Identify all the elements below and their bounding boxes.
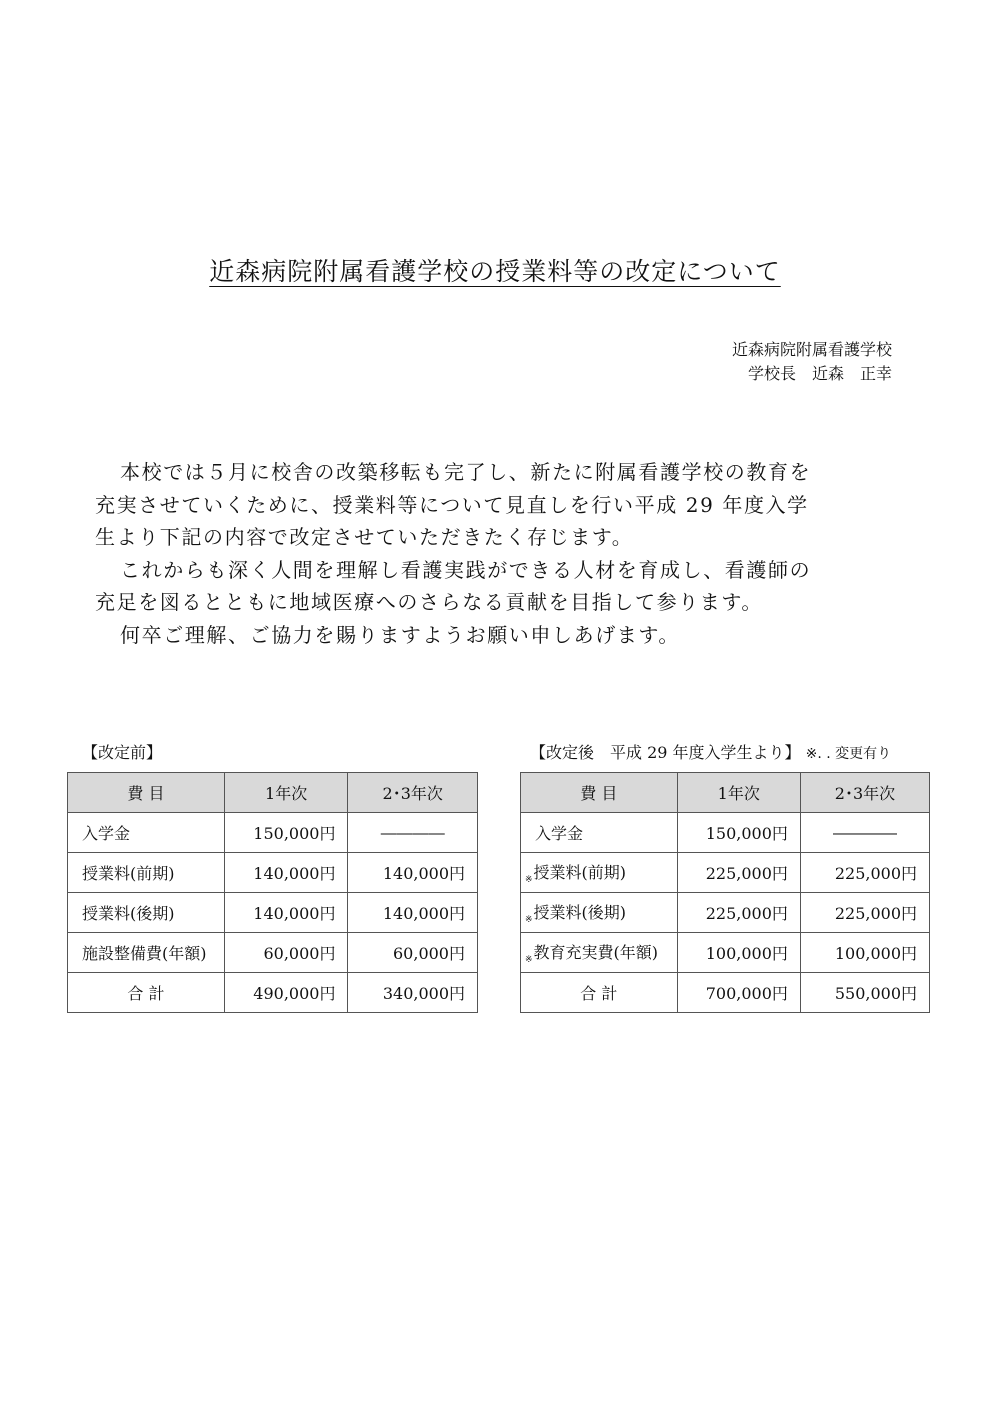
body-paragraph-2 [95, 554, 895, 619]
table-row [521, 893, 930, 933]
header-year1: 1年次 [677, 773, 800, 813]
row-year23: 140,000円 [348, 853, 478, 893]
row-year1: 140,000円 [224, 893, 348, 933]
fee-table-before [67, 772, 478, 1013]
body-line: これからも深く人間を理解し看護実践ができる人材を育成し、看護師の [120, 557, 812, 582]
row-item-cell [521, 933, 678, 973]
table-total-row [521, 973, 930, 1013]
row-year1: 150,000円 [224, 813, 348, 853]
body-line: 生より下記の内容で改定させていただきたく存じます。 [95, 525, 634, 549]
row-year1: 225,000円 [677, 853, 800, 893]
row-year23: 60,000円 [348, 933, 478, 973]
row-year1: 140,000円 [224, 853, 348, 893]
school-name: 近森病院附属看護学校 [731, 340, 892, 359]
table-header-row [521, 773, 930, 813]
after-table-caption-wrap [530, 740, 891, 763]
header-year1: 1年次 [224, 773, 348, 813]
row-item: 授業料(前期) [533, 863, 627, 882]
row-year23: ―――― [800, 813, 929, 853]
row-item-cell [521, 853, 678, 893]
row-year23: ―――― [348, 813, 478, 853]
body-line: 何卒ご理解、ご協力を賜りますようお願い申しあげます。 [120, 622, 680, 647]
table-header-row [68, 773, 478, 813]
row-year1: 60,000円 [224, 933, 348, 973]
table-row [68, 933, 478, 973]
body-paragraph-1 [95, 456, 895, 554]
row-year23: 225,000円 [800, 893, 929, 933]
after-table-note: ※. . 変更有り [805, 746, 892, 762]
table-row [68, 813, 478, 853]
row-year1: 225,000円 [677, 893, 800, 933]
author-block [732, 338, 892, 386]
principal-name: 学校長 近森 正幸 [747, 364, 892, 383]
after-table-caption: 【改定後 平成 29 年度入学生より】 [530, 743, 801, 762]
row-item: 施設整備費(年額) [68, 933, 225, 973]
row-year1: 150,000円 [677, 813, 800, 853]
total-year23: 340,000円 [348, 973, 478, 1013]
table-row [521, 853, 930, 893]
header-year23: 2･3年次 [800, 773, 929, 813]
document-title-text: 近森病院附属看護学校の授業料等の改定について [209, 257, 781, 286]
table-row [68, 893, 478, 933]
table-row [521, 813, 930, 853]
total-year1: 700,000円 [677, 973, 800, 1013]
changed-mark: ※ [525, 875, 533, 885]
document-title [0, 252, 990, 288]
row-item: 授業料(後期) [533, 903, 627, 922]
row-item: 教育充実費(年額) [533, 943, 659, 962]
table-row [68, 853, 478, 893]
total-year23: 550,000円 [800, 973, 929, 1013]
row-item: 授業料(前期) [68, 853, 225, 893]
before-table-caption: 【改定前】 [82, 743, 163, 762]
body-line: 充足を図るとともに地域医療へのさらなる貢献を目指して参ります。 [95, 590, 763, 614]
body-line: 充実させていくために、授業料等について見直しを行い平成 29 年度入学 [95, 492, 809, 517]
changed-mark: ※ [525, 915, 533, 925]
row-year23: 100,000円 [800, 933, 929, 973]
row-year1: 100,000円 [677, 933, 800, 973]
header-item: 費 目 [521, 773, 678, 813]
changed-mark: ※ [525, 955, 533, 965]
row-item: 授業料(後期) [68, 893, 225, 933]
body-paragraph-3 [95, 619, 895, 652]
row-year23: 225,000円 [800, 853, 929, 893]
row-item: 入学金 [68, 813, 225, 853]
table-row [521, 933, 930, 973]
header-item: 費 目 [68, 773, 225, 813]
body-line: 本校では５月に校舎の改築移転も完了し、新たに附属看護学校の教育を [120, 460, 812, 484]
row-item: 入学金 [521, 813, 678, 853]
total-label: 合 計 [68, 973, 225, 1013]
header-year23: 2･3年次 [348, 773, 478, 813]
body-text [95, 456, 895, 651]
table-total-row [68, 973, 478, 1013]
total-year1: 490,000円 [224, 973, 348, 1013]
total-label: 合 計 [521, 973, 678, 1013]
row-year23: 140,000円 [348, 893, 478, 933]
row-item-cell [521, 893, 678, 933]
fee-table-after [520, 772, 930, 1013]
